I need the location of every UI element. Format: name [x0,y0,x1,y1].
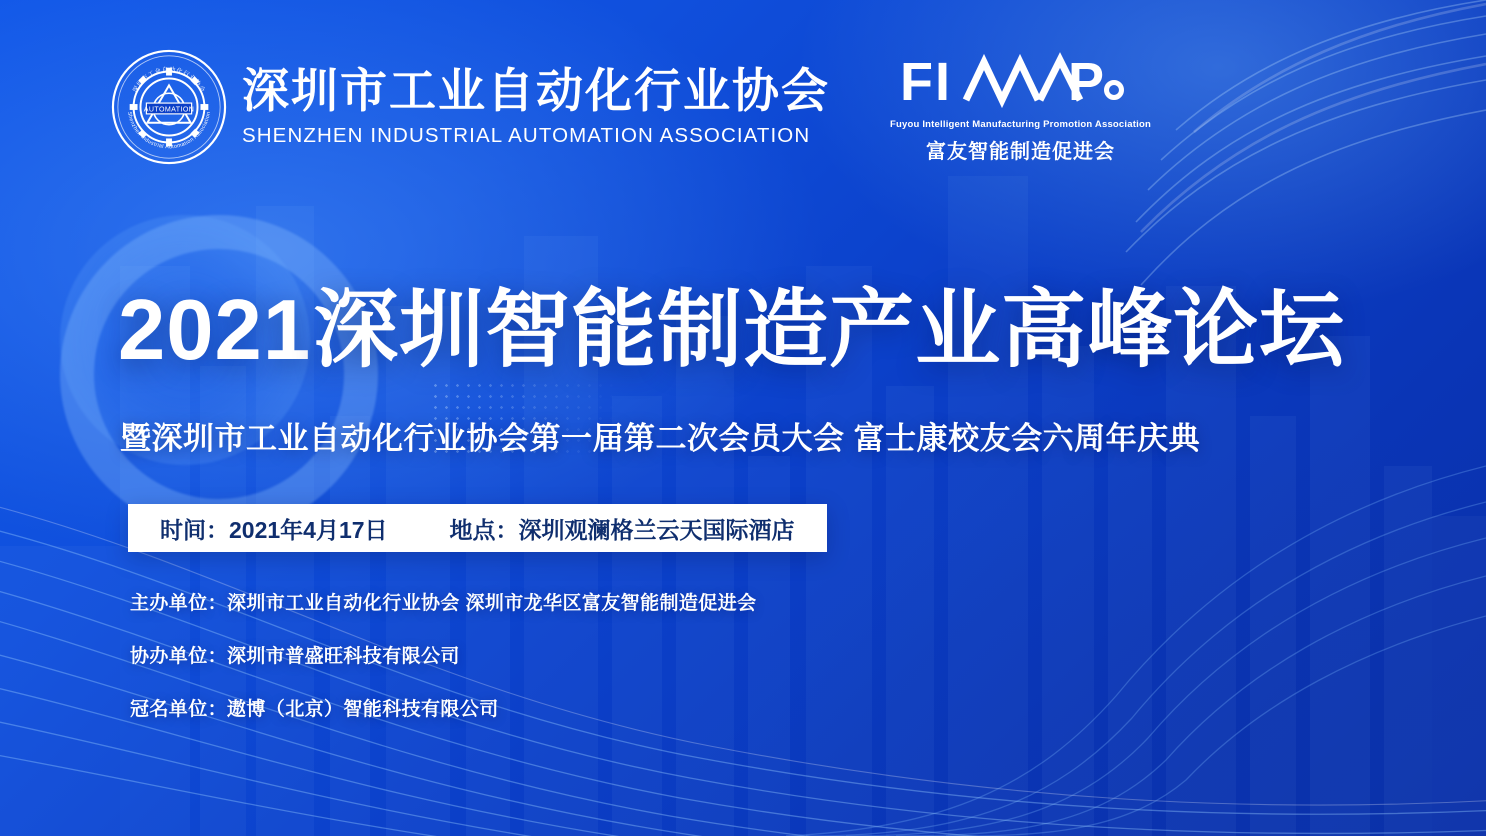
organizer-list [130,588,756,747]
organizer-host: 主办单位：深圳市工业自动化行业协会 深圳市龙华区富友智能制造促进会 [130,593,757,614]
association-logo-icon [110,48,228,166]
svg-text:FI: FI [900,52,953,112]
association-name-cn: 深圳市工业自动化行业协会 [242,64,830,118]
organizer-titlesponsor: 冠名单位：遨博（北京）智能科技有限公司 [130,699,499,720]
svg-text:Shenzhen Industrial Automation: Shenzhen Industrial Automation Association [125,111,213,151]
poster-title-year: 2021 [118,283,312,378]
fimpa-wordmark-icon [900,50,1140,112]
association-logo-inner-text: AUTOMATION [143,105,195,114]
event-place: 地点：深圳观澜格兰云天国际酒店 [449,516,795,543]
poster-title [118,283,1408,378]
organizer-coorganizer: 协办单位：深圳市普盛旺科技有限公司 [130,646,460,667]
header-logos [110,48,1151,166]
event-time: 时间：2021年4月17日 [160,516,388,543]
partner-name-en: Fuyou Intelligent Manufacturing Promotion Association [890,119,1151,130]
decorative-wave-lines-right [786,436,1486,836]
poster-title-main: 深圳智能制造产业高峰论坛 [313,283,1346,378]
svg-text:P: P [1068,52,1107,112]
partner-logo-block [890,50,1151,164]
partner-name-cn: 富友智能制造促进会 [925,141,1115,163]
association-name-en: SHENZHEN INDUSTRIAL AUTOMATION ASSOCIATION [242,123,811,147]
svg-text:深圳市工业自动化行业协会: 深圳市工业自动化行业协会 [131,66,207,94]
event-info-bar [128,504,827,552]
association-name-block [242,66,830,148]
poster-subtitle: 暨深圳市工业自动化行业协会第一届第二次会员大会 富士康校友会六周年庆典 [120,421,1201,456]
